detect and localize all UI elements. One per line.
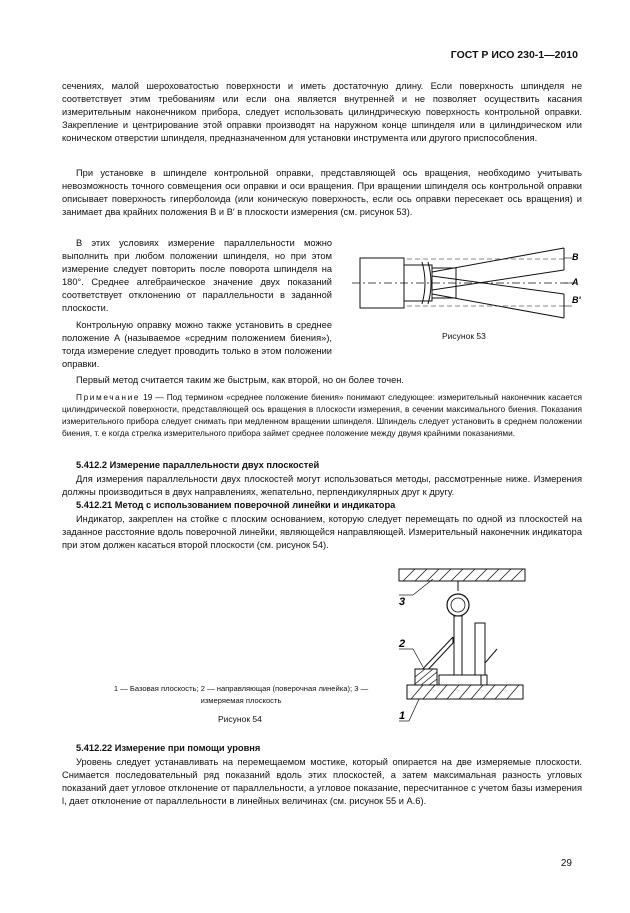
paragraph-3: В этих условиях измерение параллельности можно выполнить при любом положении шпинделя, но при этом измерение следует повторить после поворота шпинделя на 180°. Среднее алгебраическое значение двух показаний соответствует отклонению от параллельности в заданной плоскости. (62, 238, 332, 314)
note-19 (62, 391, 582, 439)
note-label: Примечание (76, 392, 141, 402)
figure-54-caption: Рисунок 54 (218, 714, 262, 724)
figure-53-drawing (352, 232, 584, 324)
paragraph-8: Уровень следует устанавливать на перемещаемом мостике, который опирается на две измеряемые плоскости. Снимается последовательный ряд показаний вдоль этих плоскостей, а затем максимальная разность угловых показаний дает угловое отклонение от параллельности, а угловое показание, пересчитанное с учетом базы измерения l, дает отклонение от параллельности в линейных величинах (см. рисунок 55 и А.6). (62, 757, 582, 807)
label-a: A (572, 277, 579, 287)
heading-5-412-21: 5.412.21 Метод с использованием поверочной линейки и индикатора (76, 500, 396, 510)
paragraph-5: Первый метод считается таким же быстрым, как второй, но он более точен. (76, 375, 404, 385)
figure-53-caption: Рисунок 53 (442, 331, 486, 341)
heading-5-412-22: 5.412.22 Измерение при помощи уровня (76, 743, 261, 753)
heading-5-412-2: 5.412.2 Измерение параллельности двух плоскостей (76, 460, 320, 470)
page-number: 29 (560, 858, 572, 869)
paragraph-6: Для измерения параллельности двух плоскостей могут использоваться методы, рассмотренные ниже. Измерения должны производиться в двух направлениях, жепательно, перпендикулярных друг к другу. (62, 474, 582, 498)
label-b-prime: B' (572, 295, 581, 305)
note-text: 19 — Под термином «среднее положение биения» понимают следующее: измерительный наконечник касается цилиндрической поверхности, представляющей ось вращения в плоскости измерения, в сечении максимального биения. Показания измерительного прибора следует снимать при медленном вращении шпинделя. Шпиндель следует установить в среднем положении биения, т. е когда стрелка измерительного прибора займет среднее положение между двумя крайними показаниями. (62, 392, 583, 438)
paragraph-2: При установке в шпинделе контрольной оправки, представляющей ось вращения, необходимо учитывать невозможность точного совмещения оси оправки и оси вращения. При вращении шпинделя ось контрольной оправки описывает поверхность гиперболоида (или коническую поверхность, если ось оправки пересекает ось вращения) и занимает два крайних положения B и B′ в плоскости измерения (см. рисунок 53). (62, 168, 582, 218)
label-1: 1 (399, 710, 406, 722)
label-3: 3 (399, 596, 406, 608)
paragraph-4: Контрольную оправку можно также установить в среднее положение A (называемое «средним положением биения»), тогда измерение следует проводить только в этом положении оправки. (62, 320, 332, 370)
label-2: 2 (399, 638, 406, 650)
document-header: ГОСТ Р ИСО 230-1—2010 (450, 49, 578, 61)
paragraph-1: сечениях, малой шероховатостью поверхности и иметь достаточную длину. Если поверхность шпинделя не соответствует этим требованиям или если она является внутренней и не позволяет осуществить касания измерительным наконечником прибора, следует использовать цилиндрическую поверхность контрольной оправки. Закрепление и центрирование этой оправки производят на наружном конце шпинделя или в цилиндрическом или коническом отверстии шпинделя, предназначенном для установки инструмента или другого приспособления. (62, 81, 582, 144)
figure-54-legend: 1 — Базовая плоскость; 2 — направляющая (поверочная линейка); 3 — измеряемая плоскость (113, 684, 369, 705)
paragraph-7: Индикатор, закреплен на стойке с плоским основанием, которую следует перемещать по одной из плоскостей на заданное расстояние вдоль поверочной линейки, являющейся направляющей. Измерительный наконечник индикатора при этом должен касаться второй плоскости (см. рисунок 54). (62, 514, 582, 551)
figure-54-drawing (395, 563, 530, 730)
label-b: B (572, 252, 579, 262)
